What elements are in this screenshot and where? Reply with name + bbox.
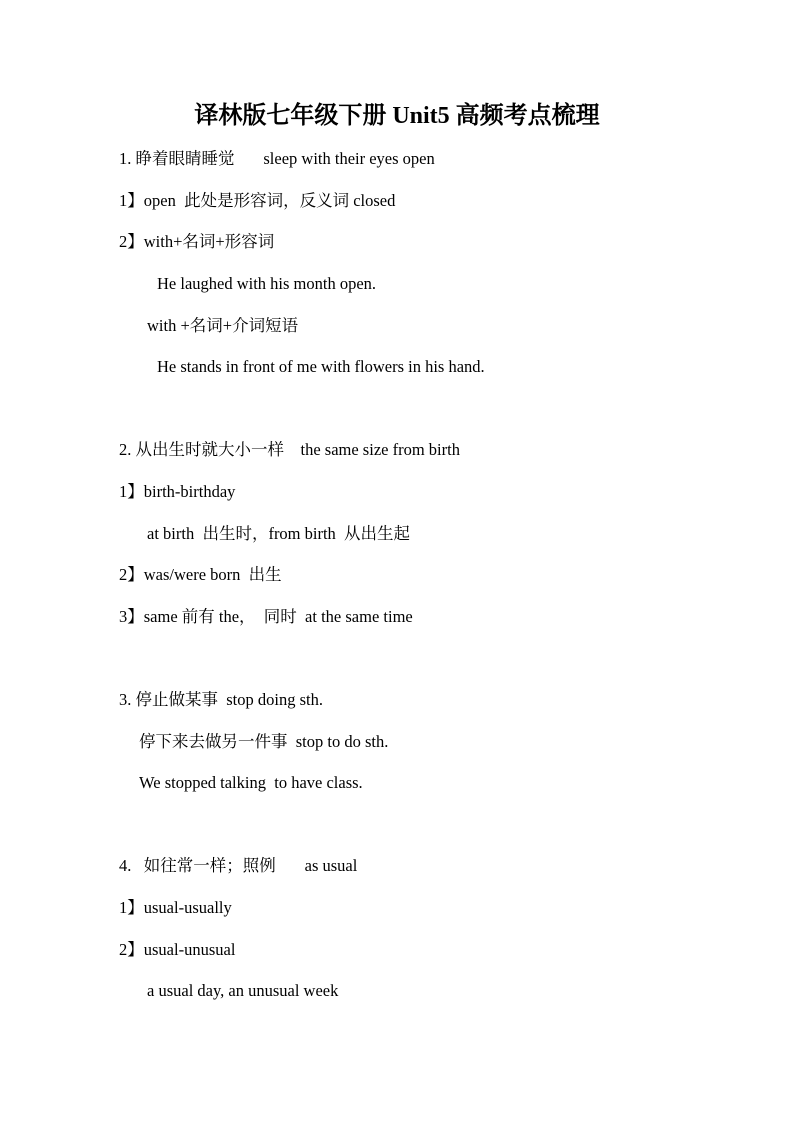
point-3-note-1: 停下来去做另一件事 stop to do sth. xyxy=(139,732,389,751)
point-2-note-1: 1】birth-birthday xyxy=(119,482,236,501)
point-4-note-2: 2】usual-unusual xyxy=(119,940,236,959)
point-2-heading: 2. 从出生时就大小一样 the same size from birth xyxy=(119,440,460,459)
point-1-note-2: 2】with+名词+形容词 xyxy=(119,232,275,251)
point-1-note-1: 1】open 此处是形容词，反义词 closed xyxy=(119,191,396,210)
point-2-example-1: at birth 出生时，from birth 从出生起 xyxy=(147,524,411,543)
point-2-note-3: 3】same 前有 the， 同时 at the same time xyxy=(119,607,413,626)
point-1-example-2: He stands in front of me with flowers in his hand. xyxy=(157,357,485,376)
point-4-note-1: 1】usual-usually xyxy=(119,898,232,917)
point-3-heading: 3. 停止做某事 stop doing sth. xyxy=(119,690,323,709)
point-4-heading: 4. 如往常一样；照例 as usual xyxy=(119,856,358,875)
point-2-note-2: 2】was/were born 出生 xyxy=(119,565,282,584)
point-3-example-1: We stopped talking to have class. xyxy=(139,773,363,792)
point-4-example-1: a usual day, an unusual week xyxy=(147,981,339,1000)
point-1-example-1: He laughed with his month open. xyxy=(157,274,377,293)
point-1-heading: 1. 睁着眼睛睡觉 sleep with their eyes open xyxy=(119,149,435,168)
document-title: 译林版七年级下册 Unit5 高频考点梳理 xyxy=(194,103,600,129)
point-1-note-3: with +名词+介词短语 xyxy=(147,316,299,335)
